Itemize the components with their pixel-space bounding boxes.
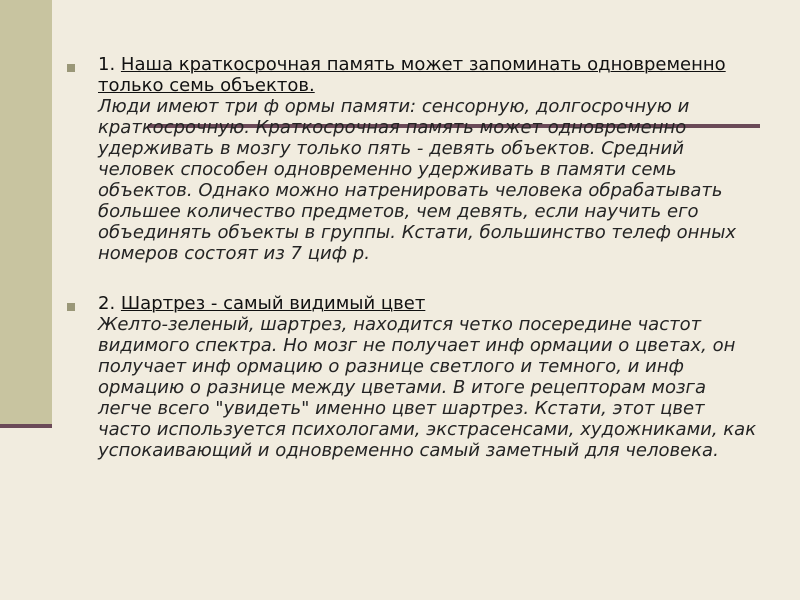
fact-title: Наша краткосрочная память может запоминать одновременно только семь объектов. bbox=[98, 54, 726, 96]
fact-description: Желто-зеленый, шартрез, находится четко посередине частот видимого спектра. Но мозг не получает инф ормации о цветах, он получает инф ормацию о разнице светлого и темного, и инф ормацию о разнице между цветами. В итоге рецепторам мозга легче всего "увидеть" именно цвет шартрез. Кстати, этот цвет часто используется психологами, экстрасенсами, художниками, как успокаивающий и одновременно самый заметный для человека. bbox=[98, 314, 757, 461]
slide-content bbox=[67, 54, 757, 490]
bullet-marker-icon bbox=[67, 303, 75, 311]
fact-text-block bbox=[98, 54, 757, 264]
fact-description: Люди имеют три ф ормы памяти: сенсорную, долгосрочную и краткосрочную. Краткосрочная память может одновременно удерживать в мозгу только пять - девять объектов. Средний человек способен одновременно удерживать в памяти семь объектов. Однако можно натренировать человека обрабатывать большее количество предметов, чем девять, если научить его объединять объекты в группы. Кстати, большинство телеф онных номеров состоят из 7 циф р. bbox=[98, 96, 737, 264]
fact-number: 2. bbox=[98, 293, 116, 314]
left-divider-line bbox=[0, 424, 52, 428]
fact-item-1 bbox=[67, 54, 757, 264]
left-decorative-band bbox=[0, 0, 52, 426]
fact-item-2 bbox=[67, 293, 757, 461]
fact-text-block bbox=[98, 293, 757, 461]
bullet-marker-icon bbox=[67, 64, 75, 72]
fact-number: 1. bbox=[98, 54, 116, 75]
fact-title: Шартрез - самый видимый цвет bbox=[120, 293, 426, 314]
